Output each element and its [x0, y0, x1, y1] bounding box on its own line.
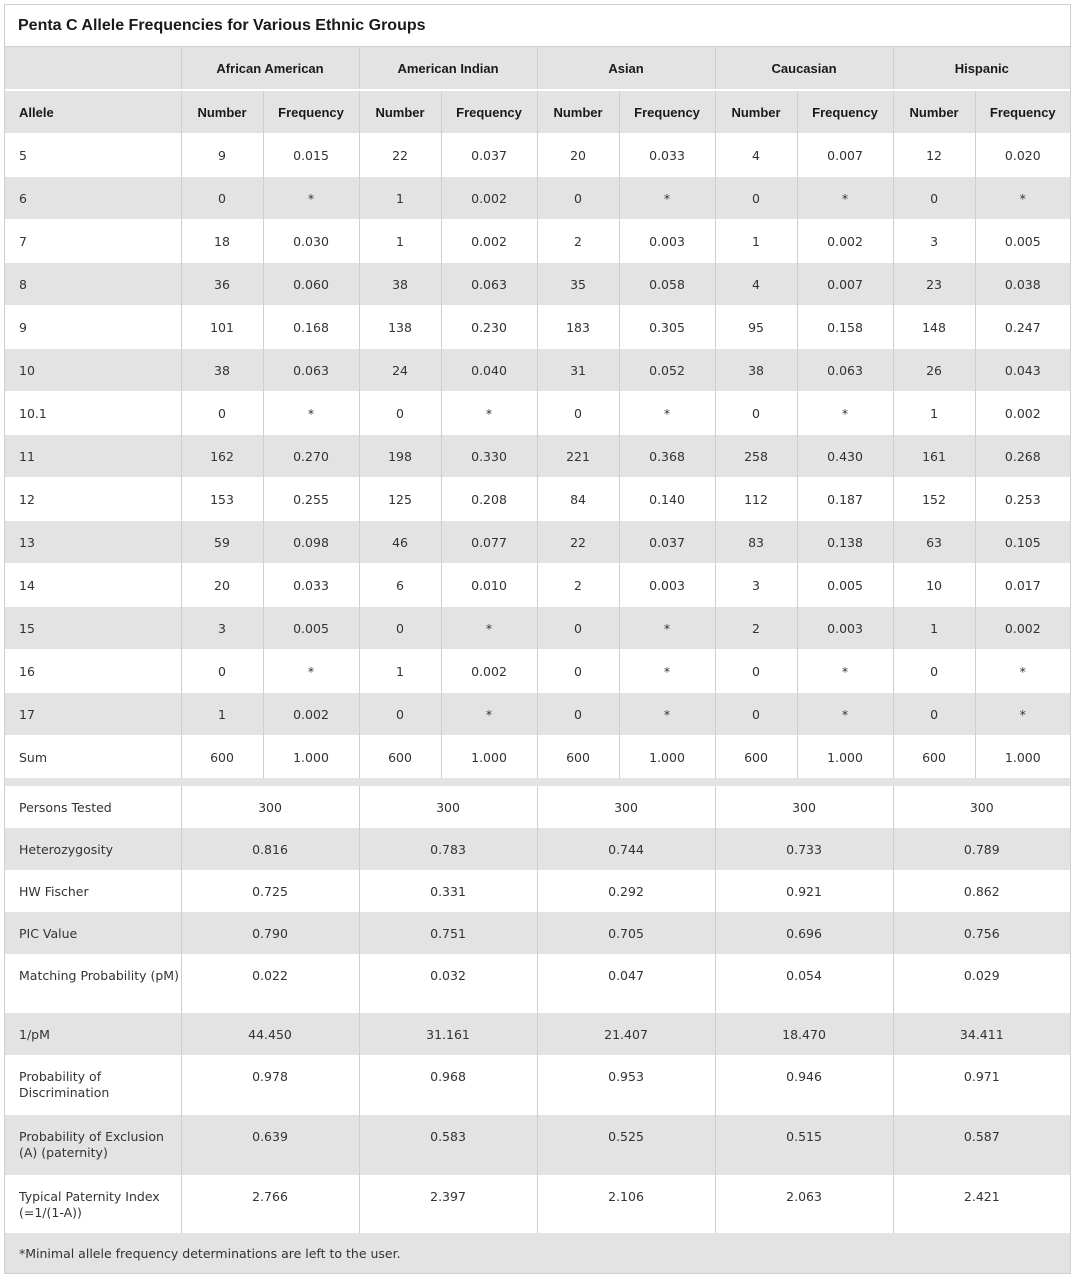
frequency-cell: * [441, 392, 537, 435]
number-cell: 0 [537, 177, 619, 220]
number-cell: 0 [537, 607, 619, 650]
frequency-cell: 0.052 [619, 349, 715, 392]
column-header-row [5, 90, 1070, 134]
statistic-label: Heterozygosity [5, 828, 181, 870]
number-cell: 38 [359, 263, 441, 306]
allele-row [5, 220, 1070, 263]
section-divider [5, 778, 1070, 786]
statistic-value: 0.583 [359, 1115, 537, 1175]
frequency-column-header: Frequency [975, 90, 1070, 134]
frequency-cell: 0.063 [441, 263, 537, 306]
number-cell: 1 [893, 607, 975, 650]
frequency-cell: 0.043 [975, 349, 1070, 392]
statistic-value: 0.733 [715, 828, 893, 870]
frequency-cell: 0.060 [263, 263, 359, 306]
statistic-value: 0.696 [715, 912, 893, 954]
statistic-value: 0.862 [893, 870, 1070, 912]
allele-label: 8 [5, 263, 181, 306]
number-cell: 125 [359, 478, 441, 521]
frequency-column-header: Frequency [619, 90, 715, 134]
statistic-value: 0.968 [359, 1055, 537, 1115]
group-header: Asian [537, 47, 715, 90]
frequency-cell: 0.230 [441, 306, 537, 349]
statistic-value: 0.587 [893, 1115, 1070, 1175]
allele-column-header: Allele [5, 90, 181, 134]
frequency-cell: 0.368 [619, 435, 715, 478]
statistic-value: 21.407 [537, 1013, 715, 1055]
frequency-cell: 0.002 [263, 693, 359, 736]
allele-label: 10 [5, 349, 181, 392]
statistic-label: HW Fischer [19, 884, 89, 899]
number-cell: 22 [359, 134, 441, 177]
number-cell: 1 [715, 220, 797, 263]
statistic-value: 0.705 [537, 912, 715, 954]
statistic-value: 300 [359, 786, 537, 828]
frequency-cell: * [619, 650, 715, 693]
number-cell: 36 [181, 263, 263, 306]
group-header: African American [181, 47, 359, 90]
group-header: Caucasian [715, 47, 893, 90]
frequency-cell: 0.158 [797, 306, 893, 349]
statistic-value: 0.946 [715, 1055, 893, 1115]
number-cell: 18 [181, 220, 263, 263]
frequency-cell: 0.005 [975, 220, 1070, 263]
frequency-cell: 0.140 [619, 478, 715, 521]
statistic-value: 0.331 [359, 870, 537, 912]
number-column-header: Number [715, 90, 797, 134]
frequency-cell: 0.138 [797, 521, 893, 564]
frequency-cell: 1.000 [619, 736, 715, 779]
allele-label: 12 [5, 478, 181, 521]
frequency-column-header: Frequency [441, 90, 537, 134]
number-column-header: Number [537, 90, 619, 134]
number-cell: 162 [181, 435, 263, 478]
frequency-cell: 0.003 [619, 220, 715, 263]
number-cell: 112 [715, 478, 797, 521]
frequency-cell: 0.077 [441, 521, 537, 564]
allele-label: 17 [5, 693, 181, 736]
number-cell: 10 [893, 564, 975, 607]
group-header-row [5, 47, 1070, 90]
number-cell: 35 [537, 263, 619, 306]
frequency-cell: 0.007 [797, 263, 893, 306]
frequency-cell: * [797, 177, 893, 220]
number-cell: 38 [715, 349, 797, 392]
statistic-value: 0.054 [715, 954, 893, 1013]
statistic-value: 0.725 [181, 870, 359, 912]
frequency-cell: 1.000 [797, 736, 893, 779]
frequency-cell: * [263, 650, 359, 693]
statistic-value: 0.816 [181, 828, 359, 870]
data-table [5, 47, 1070, 1273]
number-cell: 183 [537, 306, 619, 349]
number-cell: 0 [181, 392, 263, 435]
allele-label: Sum [5, 736, 181, 779]
frequency-cell: 0.002 [441, 650, 537, 693]
statistic-value: 18.470 [715, 1013, 893, 1055]
frequency-cell: * [619, 177, 715, 220]
number-cell: 0 [893, 177, 975, 220]
number-cell: 46 [359, 521, 441, 564]
number-cell: 6 [359, 564, 441, 607]
statistic-row [5, 828, 1070, 870]
frequency-cell: 0.003 [619, 564, 715, 607]
frequency-cell: 0.255 [263, 478, 359, 521]
number-cell: 4 [715, 134, 797, 177]
allele-row [5, 177, 1070, 220]
allele-label: 11 [5, 435, 181, 478]
statistic-label: PIC Value [5, 912, 181, 954]
frequency-column-header: Frequency [797, 90, 893, 134]
group-header: Hispanic [893, 47, 1070, 90]
frequency-cell: 1.000 [975, 736, 1070, 779]
frequency-cell: 0.002 [441, 177, 537, 220]
statistic-value: 0.789 [893, 828, 1070, 870]
number-cell: 0 [359, 693, 441, 736]
frequency-cell: 0.247 [975, 306, 1070, 349]
number-cell: 3 [715, 564, 797, 607]
frequency-cell: * [797, 693, 893, 736]
statistic-value: 300 [181, 786, 359, 828]
number-cell: 2 [537, 564, 619, 607]
number-cell: 24 [359, 349, 441, 392]
statistic-value: 0.921 [715, 870, 893, 912]
number-cell: 0 [359, 607, 441, 650]
statistic-row [5, 1115, 1070, 1175]
number-cell: 152 [893, 478, 975, 521]
number-cell: 2 [715, 607, 797, 650]
number-cell: 161 [893, 435, 975, 478]
number-cell: 0 [715, 693, 797, 736]
statistic-value: 0.515 [715, 1115, 893, 1175]
frequency-cell: 0.037 [619, 521, 715, 564]
number-cell: 221 [537, 435, 619, 478]
allele-row [5, 650, 1070, 693]
number-cell: 83 [715, 521, 797, 564]
number-cell: 84 [537, 478, 619, 521]
number-cell: 1 [893, 392, 975, 435]
frequency-cell: 0.007 [797, 134, 893, 177]
header-corner [5, 47, 181, 90]
frequency-column-header: Frequency [263, 90, 359, 134]
number-cell: 0 [537, 392, 619, 435]
statistic-value: 0.751 [359, 912, 537, 954]
footnote-row [5, 1233, 1070, 1273]
frequency-cell: 0.005 [263, 607, 359, 650]
frequency-cell: 0.305 [619, 306, 715, 349]
allele-label: 13 [5, 521, 181, 564]
number-cell: 600 [893, 736, 975, 779]
number-cell: 23 [893, 263, 975, 306]
frequency-cell: 0.270 [263, 435, 359, 478]
frequency-cell: 0.330 [441, 435, 537, 478]
frequency-cell: * [975, 693, 1070, 736]
statistic-row [5, 1175, 1070, 1233]
number-cell: 101 [181, 306, 263, 349]
statistic-value: 2.397 [359, 1175, 537, 1233]
statistic-value: 0.971 [893, 1055, 1070, 1115]
frequency-cell: 0.010 [441, 564, 537, 607]
number-cell: 0 [893, 650, 975, 693]
allele-frequency-table [4, 4, 1071, 1274]
table-title: Penta C Allele Frequencies for Various Ethnic Groups [5, 5, 1070, 47]
frequency-cell: * [619, 392, 715, 435]
allele-label: 9 [5, 306, 181, 349]
number-cell: 1 [359, 177, 441, 220]
number-cell: 600 [359, 736, 441, 779]
number-cell: 148 [893, 306, 975, 349]
frequency-cell: * [619, 607, 715, 650]
number-cell: 38 [181, 349, 263, 392]
statistic-value: 0.047 [537, 954, 715, 1013]
allele-row [5, 693, 1070, 736]
statistic-value: 0.022 [181, 954, 359, 1013]
statistic-value: 0.032 [359, 954, 537, 1013]
allele-label: 5 [5, 134, 181, 177]
frequency-cell: 0.002 [797, 220, 893, 263]
statistic-value: 2.421 [893, 1175, 1070, 1233]
number-cell: 22 [537, 521, 619, 564]
number-cell: 0 [893, 693, 975, 736]
frequency-cell: * [797, 392, 893, 435]
allele-label: 10.1 [5, 392, 181, 435]
statistic-value: 0.525 [537, 1115, 715, 1175]
number-column-header: Number [893, 90, 975, 134]
frequency-cell: 0.033 [619, 134, 715, 177]
number-cell: 0 [537, 650, 619, 693]
number-column-header: Number [181, 90, 263, 134]
allele-label: 7 [5, 220, 181, 263]
frequency-cell: 0.105 [975, 521, 1070, 564]
statistic-label: Persons Tested [19, 800, 112, 815]
allele-row [5, 392, 1070, 435]
frequency-cell: 0.268 [975, 435, 1070, 478]
frequency-cell: * [975, 177, 1070, 220]
number-cell: 0 [359, 392, 441, 435]
statistic-value: 2.766 [181, 1175, 359, 1233]
statistic-value: 0.029 [893, 954, 1070, 1013]
statistic-value: 2.106 [537, 1175, 715, 1233]
frequency-cell: 0.020 [975, 134, 1070, 177]
statistic-row [5, 954, 1070, 1013]
frequency-cell: 0.037 [441, 134, 537, 177]
number-cell: 0 [715, 650, 797, 693]
allele-row [5, 736, 1070, 779]
statistic-row [5, 912, 1070, 954]
number-cell: 4 [715, 263, 797, 306]
allele-row [5, 521, 1070, 564]
number-cell: 2 [537, 220, 619, 263]
allele-row [5, 564, 1070, 607]
number-cell: 0 [181, 650, 263, 693]
statistic-value: 2.063 [715, 1175, 893, 1233]
frequency-cell: * [441, 693, 537, 736]
number-cell: 600 [715, 736, 797, 779]
number-cell: 20 [537, 134, 619, 177]
frequency-cell: 0.003 [797, 607, 893, 650]
divider-cell [5, 778, 1070, 786]
frequency-cell: 0.430 [797, 435, 893, 478]
statistic-row [5, 786, 1070, 828]
statistic-value: 300 [537, 786, 715, 828]
number-column-header: Number [359, 90, 441, 134]
statistic-row [5, 1055, 1070, 1115]
statistic-value: 0.639 [181, 1115, 359, 1175]
frequency-cell: 0.002 [975, 392, 1070, 435]
statistic-value: 0.978 [181, 1055, 359, 1115]
frequency-cell: * [975, 650, 1070, 693]
frequency-cell: * [263, 177, 359, 220]
number-cell: 153 [181, 478, 263, 521]
number-cell: 26 [893, 349, 975, 392]
statistic-value: 0.756 [893, 912, 1070, 954]
frequency-cell: 0.030 [263, 220, 359, 263]
number-cell: 59 [181, 521, 263, 564]
statistic-value: 300 [893, 786, 1070, 828]
statistic-value: 300 [715, 786, 893, 828]
allele-label: 6 [5, 177, 181, 220]
frequency-cell: 0.002 [975, 607, 1070, 650]
frequency-cell: 0.058 [619, 263, 715, 306]
frequency-cell: * [797, 650, 893, 693]
number-cell: 1 [181, 693, 263, 736]
number-cell: 600 [537, 736, 619, 779]
statistic-value: 31.161 [359, 1013, 537, 1055]
allele-row [5, 349, 1070, 392]
number-cell: 3 [893, 220, 975, 263]
frequency-cell: 0.017 [975, 564, 1070, 607]
allele-label: 15 [5, 607, 181, 650]
allele-label: 14 [5, 564, 181, 607]
frequency-cell: * [619, 693, 715, 736]
frequency-cell: 0.168 [263, 306, 359, 349]
number-cell: 0 [181, 177, 263, 220]
allele-row [5, 607, 1070, 650]
number-cell: 1 [359, 650, 441, 693]
statistic-row [5, 1013, 1070, 1055]
statistic-label: 1/pM [5, 1013, 181, 1055]
number-cell: 198 [359, 435, 441, 478]
footnote: *Minimal allele frequency determinations are left to the user. [5, 1233, 1070, 1273]
statistic-value: 0.790 [181, 912, 359, 954]
number-cell: 600 [181, 736, 263, 779]
frequency-cell: * [263, 392, 359, 435]
number-cell: 1 [359, 220, 441, 263]
number-cell: 9 [181, 134, 263, 177]
number-cell: 12 [893, 134, 975, 177]
number-cell: 3 [181, 607, 263, 650]
frequency-cell: 1.000 [263, 736, 359, 779]
frequency-cell: 0.002 [441, 220, 537, 263]
frequency-cell: 0.015 [263, 134, 359, 177]
frequency-cell: 0.098 [263, 521, 359, 564]
number-cell: 20 [181, 564, 263, 607]
statistic-value: 44.450 [181, 1013, 359, 1055]
statistic-label: Matching Probability (pM) [19, 968, 179, 983]
frequency-cell: * [441, 607, 537, 650]
statistic-label: Probability of Discrimination [19, 1069, 110, 1100]
allele-row [5, 306, 1070, 349]
frequency-cell: 0.187 [797, 478, 893, 521]
allele-row [5, 263, 1070, 306]
allele-label: 16 [5, 650, 181, 693]
allele-row [5, 478, 1070, 521]
frequency-cell: 0.040 [441, 349, 537, 392]
frequency-cell: 0.253 [975, 478, 1070, 521]
group-header: American Indian [359, 47, 537, 90]
frequency-cell: 0.063 [263, 349, 359, 392]
number-cell: 258 [715, 435, 797, 478]
statistic-value: 34.411 [893, 1013, 1070, 1055]
number-cell: 63 [893, 521, 975, 564]
statistic-label: Typical Paternity Index (=1/(1-A)) [19, 1189, 160, 1220]
frequency-cell: 0.005 [797, 564, 893, 607]
statistic-value: 0.292 [537, 870, 715, 912]
frequency-cell: 1.000 [441, 736, 537, 779]
statistic-row [5, 870, 1070, 912]
statistic-value: 0.744 [537, 828, 715, 870]
frequency-cell: 0.038 [975, 263, 1070, 306]
frequency-cell: 0.063 [797, 349, 893, 392]
statistic-value: 0.783 [359, 828, 537, 870]
number-cell: 0 [715, 392, 797, 435]
number-cell: 0 [715, 177, 797, 220]
statistic-value: 0.953 [537, 1055, 715, 1115]
statistic-label: Probability of Exclusion (A) (paternity) [5, 1115, 181, 1175]
allele-row [5, 435, 1070, 478]
number-cell: 0 [537, 693, 619, 736]
allele-row [5, 134, 1070, 177]
frequency-cell: 0.208 [441, 478, 537, 521]
number-cell: 31 [537, 349, 619, 392]
number-cell: 95 [715, 306, 797, 349]
frequency-cell: 0.033 [263, 564, 359, 607]
number-cell: 138 [359, 306, 441, 349]
